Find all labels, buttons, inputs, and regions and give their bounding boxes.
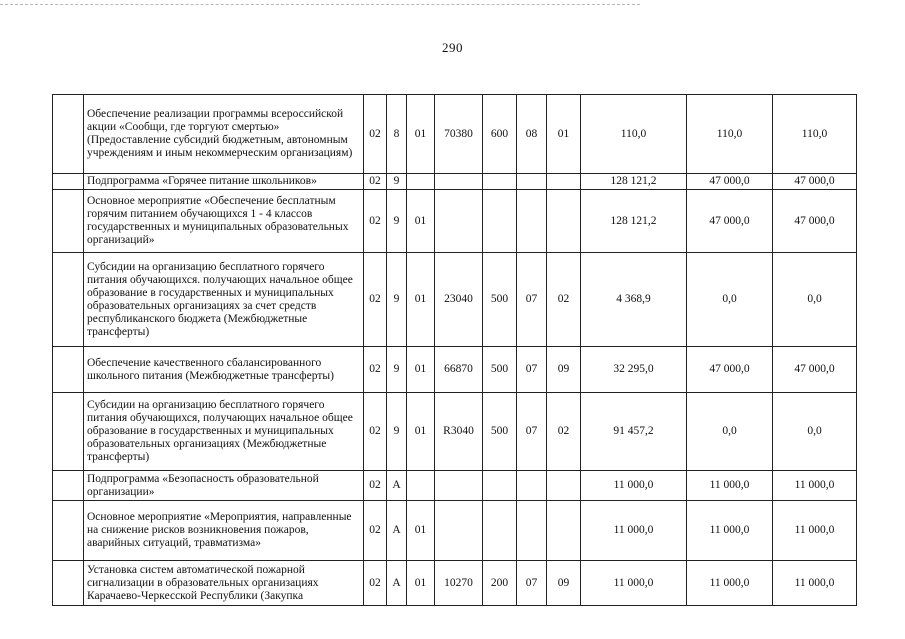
amount-year-1-cell: 11 000,0 (581, 471, 687, 501)
table-row (53, 190, 857, 253)
row-name-cell: Субсидии на организацию бесплатного горячего питания обучающихся. получающих начальное общее образование в государственных и муниципальных образовательных организациях за счет средств республиканского бюджета (Межбюджетные трансферты) (84, 253, 364, 347)
code-subsection-cell (547, 190, 581, 253)
scan-edge-line (0, 4, 640, 5)
row-name-cell: Обеспечение реализации программы всероссийской акции «Сообщи, где торгуют смертью» (Предоставление субсидий бюджетным, автономным учреждениям и иным некоммерческим организациям) (84, 95, 364, 174)
row-gap-cell (53, 347, 84, 393)
code-event-cell: 01 (407, 190, 435, 253)
amount-year-3-cell: 11 000,0 (773, 471, 857, 501)
table-row (53, 253, 857, 347)
row-name-cell: Подпрограмма «Горячее питание школьников» (84, 174, 364, 190)
code-subsection-cell: 02 (547, 253, 581, 347)
code-section-cell (517, 190, 547, 253)
amount-year-3-cell: 11 000,0 (773, 501, 857, 561)
code-kvsr-cell: 02 (364, 253, 387, 347)
amount-year-1-cell: 11 000,0 (581, 561, 687, 606)
code-subsection-cell: 02 (547, 393, 581, 471)
code-direction-cell: 70380 (435, 95, 483, 174)
code-subprogram-cell: 8 (387, 95, 407, 174)
row-name-cell: Подпрограмма «Безопасность образовательной организации» (84, 471, 364, 501)
code-kvsr-cell: 02 (364, 501, 387, 561)
code-expense-type-cell (483, 190, 517, 253)
code-section-cell: 07 (517, 561, 547, 606)
amount-year-2-cell: 47 000,0 (687, 190, 773, 253)
code-direction-cell: 10270 (435, 561, 483, 606)
code-section-cell (517, 501, 547, 561)
table-row (53, 347, 857, 393)
code-kvsr-cell: 02 (364, 561, 387, 606)
amount-year-2-cell: 11 000,0 (687, 501, 773, 561)
code-direction-cell: 23040 (435, 253, 483, 347)
code-kvsr-cell: 02 (364, 174, 387, 190)
row-gap-cell (53, 561, 84, 606)
amount-year-3-cell: 110,0 (773, 95, 857, 174)
amount-year-1-cell: 110,0 (581, 95, 687, 174)
amount-year-1-cell: 128 121,2 (581, 174, 687, 190)
amount-year-2-cell: 11 000,0 (687, 561, 773, 606)
code-event-cell: 01 (407, 561, 435, 606)
amount-year-1-cell: 32 295,0 (581, 347, 687, 393)
row-name-cell: Основное мероприятие «Обеспечение бесплатным горячим питанием обучающихся 1 - 4 классов государственных и муниципальных образовательных организаций» (84, 190, 364, 253)
code-event-cell: 01 (407, 347, 435, 393)
amount-year-3-cell: 0,0 (773, 253, 857, 347)
code-subsection-cell (547, 174, 581, 190)
code-expense-type-cell: 500 (483, 347, 517, 393)
code-direction-cell (435, 174, 483, 190)
code-section-cell (517, 471, 547, 501)
code-subprogram-cell: 9 (387, 347, 407, 393)
code-direction-cell (435, 501, 483, 561)
amount-year-3-cell: 11 000,0 (773, 561, 857, 606)
code-event-cell: 01 (407, 501, 435, 561)
row-name-cell: Установка систем автоматической пожарной сигнализации в образовательных организациях Карачаево-Черкесской Республики (Закупка (84, 561, 364, 606)
table-row (53, 471, 857, 501)
page-number: 290 (442, 40, 463, 55)
code-expense-type-cell: 500 (483, 253, 517, 347)
code-kvsr-cell: 02 (364, 393, 387, 471)
code-expense-type-cell (483, 174, 517, 190)
table-row (53, 501, 857, 561)
row-gap-cell (53, 471, 84, 501)
code-direction-cell (435, 471, 483, 501)
amount-year-1-cell: 128 121,2 (581, 190, 687, 253)
row-gap-cell (53, 501, 84, 561)
code-subprogram-cell: А (387, 561, 407, 606)
code-kvsr-cell: 02 (364, 190, 387, 253)
amount-year-3-cell: 0,0 (773, 393, 857, 471)
table-body (53, 95, 857, 606)
code-subprogram-cell: 9 (387, 174, 407, 190)
code-direction-cell (435, 190, 483, 253)
amount-year-3-cell: 47 000,0 (773, 347, 857, 393)
code-subsection-cell (547, 501, 581, 561)
code-event-cell (407, 471, 435, 501)
budget-table (52, 94, 857, 606)
row-gap-cell (53, 95, 84, 174)
row-name-cell: Субсидии на организацию бесплатного горячего питания обучающихся, получающих начальное общее образование в государственных и муниципальных образовательных организациях (Межбюджетные трансферты) (84, 393, 364, 471)
code-section-cell: 08 (517, 95, 547, 174)
code-expense-type-cell: 500 (483, 393, 517, 471)
code-kvsr-cell: 02 (364, 347, 387, 393)
amount-year-1-cell: 4 368,9 (581, 253, 687, 347)
row-gap-cell (53, 190, 84, 253)
code-kvsr-cell: 02 (364, 95, 387, 174)
code-subprogram-cell: 9 (387, 190, 407, 253)
code-subprogram-cell: 9 (387, 393, 407, 471)
code-section-cell: 07 (517, 393, 547, 471)
code-event-cell: 01 (407, 95, 435, 174)
row-gap-cell (53, 253, 84, 347)
code-section-cell (517, 174, 547, 190)
code-subprogram-cell: А (387, 471, 407, 501)
code-subsection-cell (547, 471, 581, 501)
code-expense-type-cell (483, 471, 517, 501)
table-row (53, 95, 857, 174)
code-expense-type-cell (483, 501, 517, 561)
code-event-cell (407, 174, 435, 190)
code-direction-cell: 66870 (435, 347, 483, 393)
code-section-cell: 07 (517, 253, 547, 347)
code-subsection-cell: 09 (547, 561, 581, 606)
amount-year-2-cell: 47 000,0 (687, 347, 773, 393)
code-event-cell: 01 (407, 393, 435, 471)
amount-year-2-cell: 110,0 (687, 95, 773, 174)
row-gap-cell (53, 393, 84, 471)
code-direction-cell: R3040 (435, 393, 483, 471)
code-kvsr-cell: 02 (364, 471, 387, 501)
table-row (53, 393, 857, 471)
amount-year-2-cell: 11 000,0 (687, 471, 773, 501)
code-subsection-cell: 01 (547, 95, 581, 174)
table-row (53, 174, 857, 190)
code-subsection-cell: 09 (547, 347, 581, 393)
amount-year-2-cell: 0,0 (687, 253, 773, 347)
code-subprogram-cell: 9 (387, 253, 407, 347)
amount-year-3-cell: 47 000,0 (773, 174, 857, 190)
amount-year-1-cell: 11 000,0 (581, 501, 687, 561)
code-expense-type-cell: 200 (483, 561, 517, 606)
row-name-cell: Основное мероприятие «Мероприятия, направленные на снижение рисков возникновения пожаров, аварийных ситуаций, травматизма» (84, 501, 364, 561)
table-row (53, 561, 857, 606)
row-name-cell: Обеспечение качественного сбалансированного школьного питания (Межбюджетные трансферты) (84, 347, 364, 393)
amount-year-3-cell: 47 000,0 (773, 190, 857, 253)
row-gap-cell (53, 174, 84, 190)
code-section-cell: 07 (517, 347, 547, 393)
amount-year-2-cell: 0,0 (687, 393, 773, 471)
code-subprogram-cell: А (387, 501, 407, 561)
amount-year-1-cell: 91 457,2 (581, 393, 687, 471)
code-event-cell: 01 (407, 253, 435, 347)
code-expense-type-cell: 600 (483, 95, 517, 174)
amount-year-2-cell: 47 000,0 (687, 174, 773, 190)
